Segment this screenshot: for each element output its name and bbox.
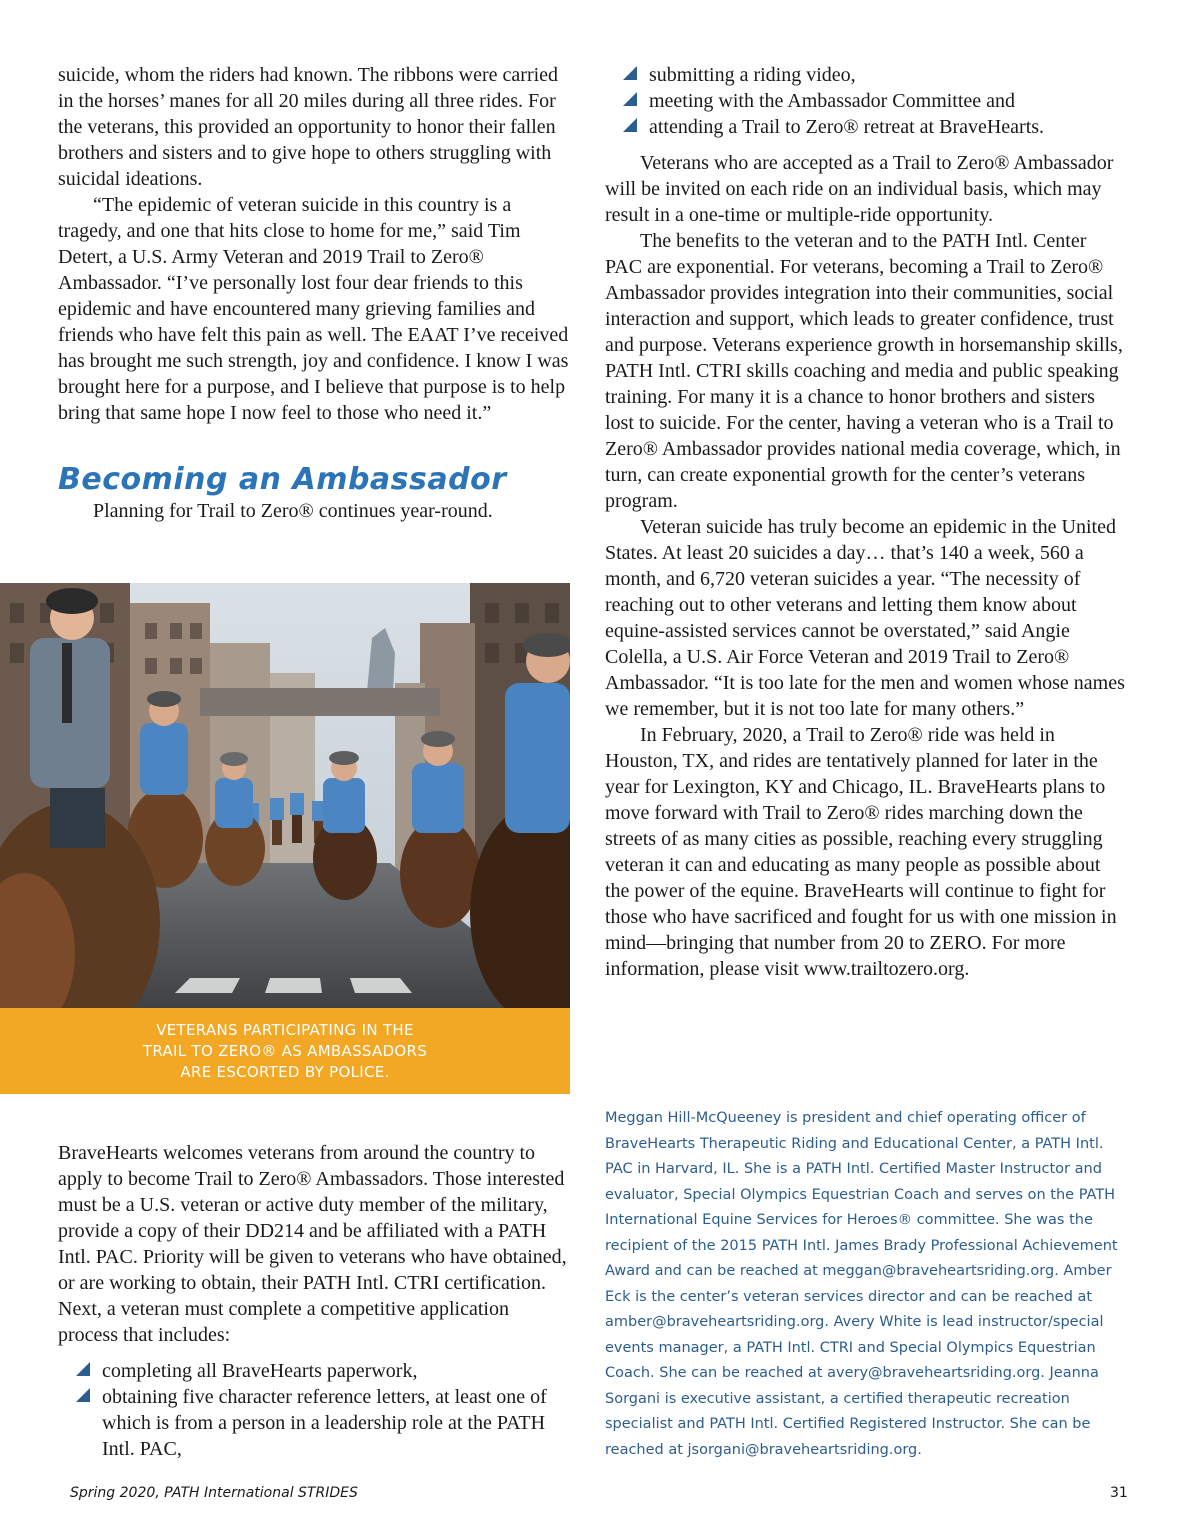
footer-publication: Spring 2020, PATH International STRIDES [70,1485,358,1501]
body-paragraph: In February, 2020, a Trail to Zero® ride was held in Houston, TX, and rides are tentatively planned for later in the year for Lexington, KY and Chicago, IL. BraveHearts plans to move forward with Trail to Zero® rides marching down the streets of as many cities as possible, reaching every struggling veteran it can and educating as many people as possible about the power of the equine. BraveHearts will continue to fight for those who have sacrificed and fought for us with one mission in mind—bringing that number from 20 to ZERO. For more information, please visit www.trailtozero.org. [605,724,1117,980]
caption-line: ARE ESCORTED BY POLICE. [180,1062,390,1081]
left-column [58,62,573,524]
triangle-bullet-icon [623,92,637,106]
list-item: meeting with the Ambassador Committee and [605,88,1125,114]
triangle-bullet-icon [623,66,637,80]
list-item: attending a Trail to Zero® retreat at BraveHearts. [605,114,1125,140]
page-number: 31 [1110,1485,1128,1501]
list-item: submitting a riding video, [605,62,1125,88]
body-paragraph: The benefits to the veteran and to the PATH Intl. Center PAC are exponential. For veterans, becoming a Trail to Zero® Ambassador provides integration into their communities, social interaction and support, which leads to greater confidence, trust and purpose. Veterans experience growth in horsemanship skills, PATH Intl. CTRI skills coaching and media and public speaking training. For many it is a chance to honor brothers and sisters lost to suicide. For the center, having a veteran who is a Trail to Zero® Ambassador provides national media coverage, which, in turn, can create exponential growth for the center’s veterans program. [605,230,1123,512]
list-item: obtaining five character reference letters, at least one of which is from a person in a leadership role at the PATH Intl. PAC, [58,1384,573,1462]
body-paragraph-quote: “The epidemic of veteran suicide in this country is a tragedy, and one that hits close to home for me,” said Tim Detert, a U.S. Army Veteran and 2019 Trail to Zero® Ambassador. “I’ve personally lost four dear friends to this epidemic and have encountered many grieving families and friends who have felt this pain as well. The EAAT I’ve received has brought me such strength, joy and confidence. I know I was brought here for a purpose, and I believe that purpose is to help bring that same hope I now feel to those who need it.” [58,194,569,424]
body-paragraph: Veteran suicide has truly become an epidemic in the United States. At least 20 suicides a day… that’s 140 a week, 560 a month, and 6,720 veteran suicides a year. “The necessity of reaching out to other veterans and letting them know about equine-assisted services cannot be overstated,” said Angie Colella, a U.S. Air Force Veteran and 2019 Trail to Zero® Ambassador. “It is too late for the men and women whose names we remember, but it is not too late for many others.” [605,516,1125,720]
photo-caption [0,1008,570,1094]
triangle-bullet-icon [623,118,637,132]
requirements-list-continued [605,62,1125,140]
triangle-bullet-icon [76,1388,90,1402]
photo-veterans-parade [0,583,570,1008]
body-paragraph: BraveHearts welcomes veterans from around the country to apply to become Trail to Zero® Ambassadors. Those interested must be a U.S. veteran or active duty member of the military, provide a copy of their DD214 and be affiliated with a PATH Intl. PAC. Priority will be given to veterans who have obtained, or are working to obtain, their PATH Intl. CTRI certification. Next, a veteran must complete a competitive application process that includes: [58,1142,567,1346]
triangle-bullet-icon [76,1362,90,1376]
caption-line: VETERANS PARTICIPATING IN THE [156,1020,414,1039]
author-bio: Meggan Hill-McQueeney is president and chief operating officer of BraveHearts Therapeutic Riding and Educational Center, a PATH Intl. PAC in Harvard, IL. She is a PATH Intl. Certified Master Instructor and evaluator, Special Olympics Equestrian Coach and serves on the PATH International Equine Services for Heroes® committee. She was the recipient of the 2015 PATH Intl. James Brady Professional Achievement Award and can be reached at meggan@braveheartsriding.org. Amber Eck is the center’s veteran services director and can be reached at amber@braveheartsriding.org. Avery White is lead instructor/special events manager, a PATH Intl. CTRI and Special Olympics Equestrian Coach. She can be reached at avery@braveheartsriding.org. Jeanna Sorgani is executive assistant, a certified therapeutic recreation specialist and PATH Intl. Certified Registered Instructor. She can be reached at jsorgani@braveheartsriding.org. [605,1110,1118,1458]
right-column [605,62,1125,982]
body-paragraph: Veterans who are accepted as a Trail to Zero® Ambassador will be invited on each ride on an individual basis, which may result in a one-time or multiple-ride opportunity. [605,152,1114,226]
left-column-lower [58,1140,573,1462]
requirements-list [58,1358,573,1462]
body-paragraph: suicide, whom the riders had known. The ribbons were carried in the horses’ manes for all 20 miles during all three rides. For the veterans, this provided an opportunity to honor their fallen brothers and sisters and to give hope to others struggling with suicidal ideations. [58,64,559,190]
caption-line: TRAIL TO ZERO® AS AMBASSADORS [142,1041,428,1060]
list-item: completing all BraveHearts paperwork, [58,1358,573,1384]
body-paragraph: Planning for Trail to Zero® continues year-round. [93,500,493,522]
section-heading: Becoming an Ambassador [58,462,507,497]
